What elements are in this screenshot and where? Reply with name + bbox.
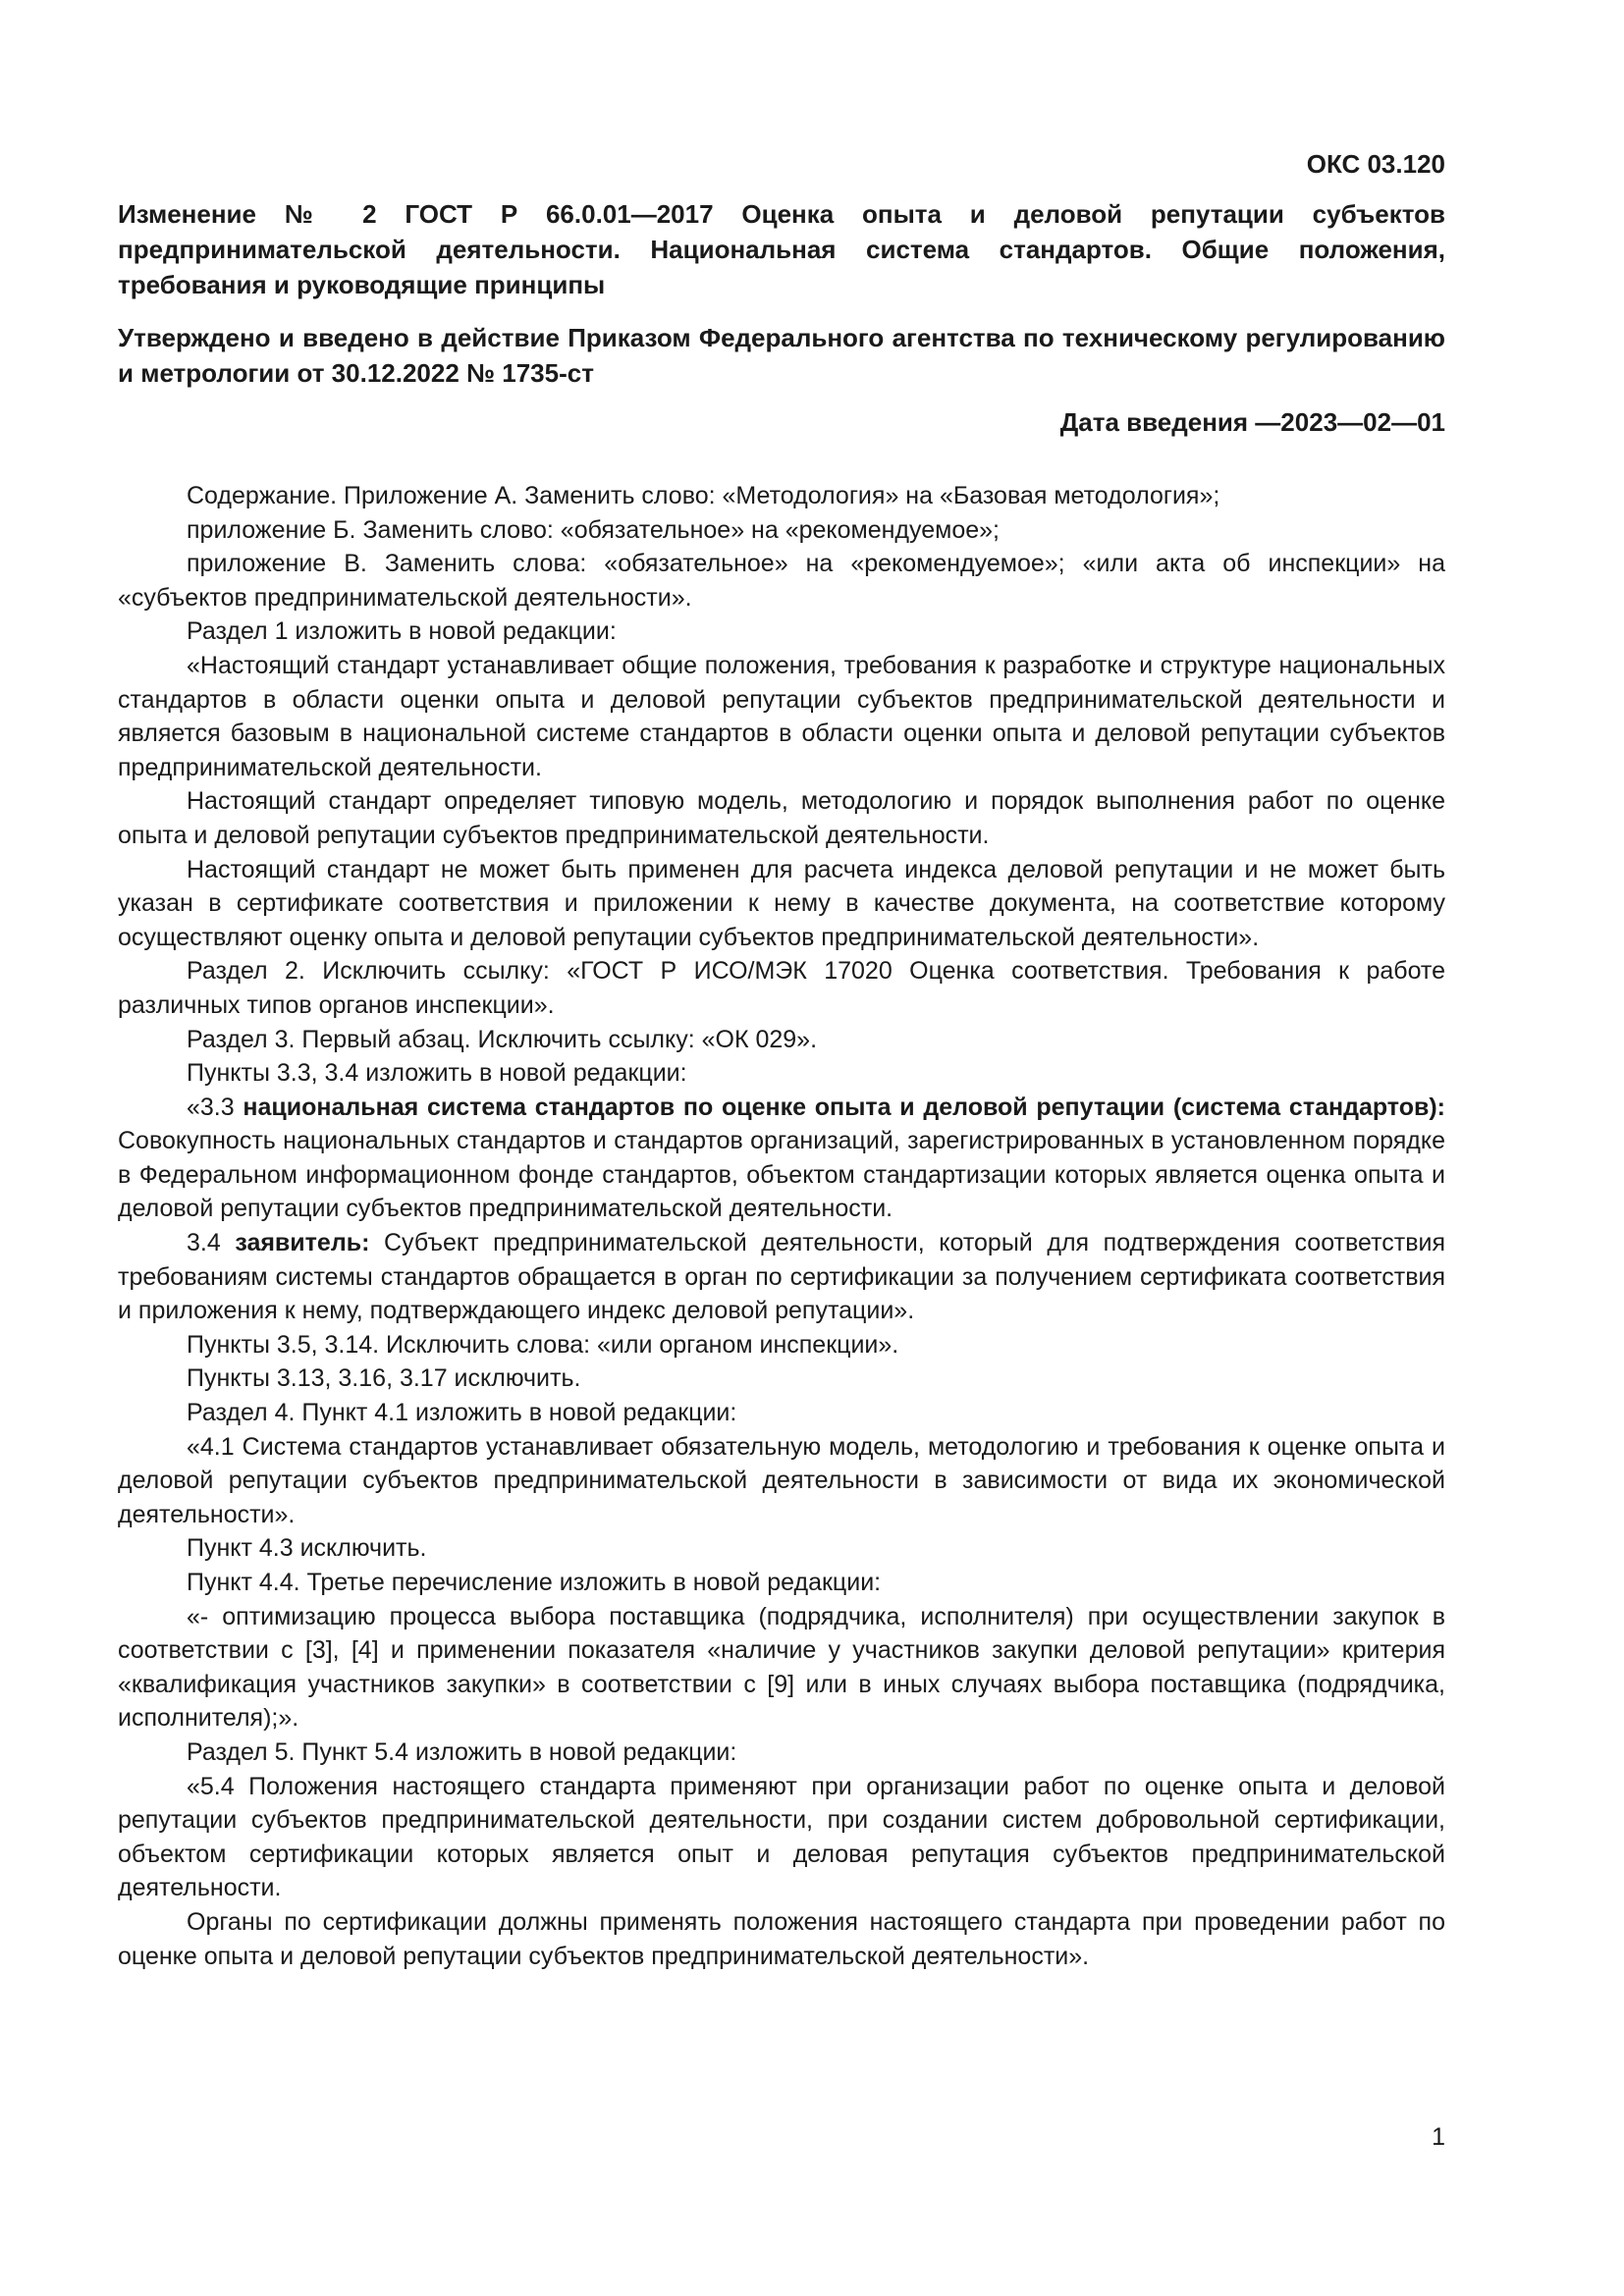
paragraph: Пункты 3.3, 3.4 изложить в новой редакции: — [187, 1059, 687, 1088]
definition-term: заявитель: — [235, 1229, 370, 1257]
paragraph: Раздел 2. Исключить ссылку: «ГОСТ Р ИСО/МЭК 17020 Оценка соответствия. Требования к работе различных типов органов инспекции». — [118, 957, 1445, 1019]
document-page — [118, 0, 1445, 2296]
paragraph: Пункты 3.13, 3.16, 3.17 исключить. — [187, 1364, 581, 1393]
paragraph: «Настоящий стандарт устанавливает общие положения, требования к разработке и структуре национальных стандартов в области оценки опыта и деловой репутации субъектов предпринимательской деятельности и является базовым в национальной системе стандартов в области оценки опыта и деловой репутации субъектов предпринимательской деятельности. — [118, 651, 1445, 781]
paragraph: «5.4 Положения настоящего стандарта применяют при организации работ по оценке опыта и деловой репутации субъектов предпринимательской деятельности, при создании систем добровольной сертификации, объектом сертификации которых является опыт и деловая репутация субъектов предпринимательской деятельности. — [118, 1772, 1445, 1902]
definition-text: Совокупность национальных стандартов и стандартов организаций, зарегистрированных в установленном порядке в Федеральном информационном фонде стандартов, объектом стандартизации которых является оценка опыта и деловой репутации субъектов предпринимательской деятельности. — [118, 1127, 1445, 1223]
definition-paragraph — [118, 1091, 1445, 1226]
classification-code: ОКС 03.120 — [1306, 149, 1445, 179]
paragraph: Раздел 1 изложить в новой редакции: — [187, 617, 617, 646]
paragraph: «- оптимизацию процесса выбора поставщика (подрядчика, исполнителя) при осуществлении закупок в соответствии с [3], [4] и применении показателя «наличие у участников закупки деловой репутации» критерия «квалификация участников закупки» в соответствии с [9] или в иных случаях выбора поставщика (подрядчика, исполнителя);». — [118, 1602, 1445, 1733]
paragraph: Органы по сертификации должны применять положения настоящего стандарта при проведении работ по оценке опыта и деловой репутации субъектов предпринимательской деятельности». — [118, 1907, 1445, 1970]
paragraph: приложение Б. Заменить слово: «обязательное» на «рекомендуемое»; — [187, 515, 1000, 544]
paragraph: Пункт 4.3 исключить. — [187, 1534, 427, 1563]
definition-prefix: 3.4 — [187, 1229, 236, 1257]
paragraph: Пункт 4.4. Третье перечисление изложить в новой редакции: — [187, 1569, 882, 1596]
paragraph: Содержание. Приложение А. Заменить слово: «Методология» на «Базовая методология»; — [187, 482, 1220, 509]
paragraph: Настоящий стандарт не может быть применен для расчета индекса деловой репутации и не может быть указан в сертификате соответствия и приложении к нему в качестве документа, на соответствие которому осуществляют оценку опыта и деловой репутации субъектов предпринимательской деятельности». — [118, 855, 1445, 951]
definition-paragraph — [118, 1226, 1445, 1328]
page-number: 1 — [1432, 2123, 1445, 2151]
paragraph: Настоящий стандарт определяет типовую модель, методологию и порядок выполнения работ по оценке опыта и деловой репутации субъектов предпринимательской деятельности. — [118, 787, 1445, 849]
definition-term: национальная система стандартов по оценке опыта и деловой репутации (система стандартов): — [243, 1093, 1445, 1121]
definition-prefix: «3.3 — [187, 1093, 244, 1121]
document-body — [118, 479, 1445, 1973]
definition-text: Субъект предпринимательской деятельности, который для подтверждения соответствия требованиям системы стандартов обращается в орган по сертификации за получением сертификата соответствия и приложения к нему, подтверждающего индекс деловой репутации». — [118, 1229, 1445, 1325]
paragraph: Раздел 4. Пункт 4.1 изложить в новой редакции: — [187, 1399, 737, 1427]
paragraph: приложение В. Заменить слова: «обязательное» на «рекомендуемое»; «или акта об инспекции» на «субъектов предпринимательской деятельности». — [118, 550, 1445, 612]
approval-statement: Утверждено и введено в действие Приказом Федерального агентства по техническому регулированию и метрологии от 30.12.2022 № 1735-ст — [118, 323, 1445, 388]
paragraph: Раздел 3. Первый абзац. Исключить ссылку: «ОК 029». — [187, 1025, 818, 1053]
document-title: Изменение № 2 ГОСТ Р 66.0.01—2017 Оценка опыта и деловой репутации субъектов предпринимательской деятельности. Национальная система стандартов. Общие положения, требования и руководящие принципы — [118, 199, 1445, 299]
paragraph: «4.1 Система стандартов устанавливает обязательную модель, методологию и требования к оценке опыта и деловой репутации субъектов предпринимательской деятельности в зависимости от вида их экономической деятельности». — [118, 1432, 1445, 1528]
paragraph: Раздел 5. Пункт 5.4 изложить в новой редакции: — [187, 1737, 737, 1766]
paragraph: Пункты 3.5, 3.14. Исключить слова: «или органом инспекции». — [187, 1330, 899, 1359]
effective-date: Дата введения —2023—02—01 — [1059, 407, 1445, 437]
